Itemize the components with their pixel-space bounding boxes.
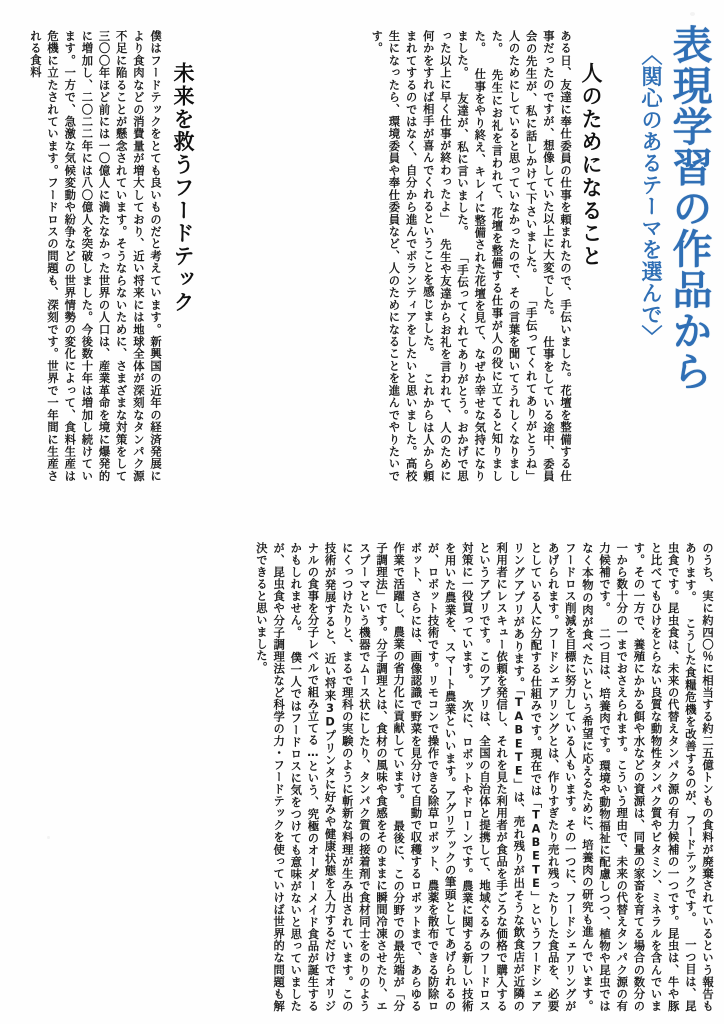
page-title: 表現学習の作品から <box>666 24 712 392</box>
page-subtitle: 〈関心のあるテーマを選んで〉 <box>639 44 663 347</box>
article-heading-people: 人のためになること <box>579 62 603 269</box>
article-heading-foodtech: 未来を救うフードテック <box>171 62 195 314</box>
article-body-people: ある日、友達に奉仕委員の仕事を頼まれたので、手伝いました。花壇を整備する仕事だったのですが、想像していた以上に大変でした。 仕事をしている途中、委員会の先生が、私に話しかけて下さいました。 「手伝ってくれてありがとうね」 人のためにしていると思っていなかったので、その言葉を聞いてうれしくなりました。 先生にお礼を言われて、花壇を整備する仕事が人の役に立てると知りました。 仕事をやり終え、キレイに整備された花壇を見て、なぜか幸せな気持になりました。 友達が、私に言いました。 「手伝ってくれてありがとう。おかげで思った以上に早く仕事が終わったよ」 先生や友達からお礼を言われて、人のために何かをすれば相手が喜んでくれるということを感じました。 これからは人から頼まれてするのではなく、自分から進んでボランティアをしたいと思いました。高校生になったら、環境委員や奉仕委員など、人のためになることを進んでやりたいです。 <box>370 30 572 482</box>
scan-artifact <box>690 12 695 16</box>
article-body-foodtech-top: 僕はフードテックをとても良いものだと考えています。新興国の近年の経済発展により食肉などの消費量が増大しており、近い将来には地球全体が深刻なタンパク源不足に陥ることが懸念されています。そうならないために、さまざまな対策をして三〇〇年ほど前には一〇億人に満たなかった世界の人口は、産業革命を境に爆発的に増加し、二〇二二年には八〇億人を突破しました。今後数十年は増加し続けています。一方で、急激な気候変動や紛争などの世界情勢の変化によって、食料生産は危機に立たされています。フードロスの問題も、深刻です。世界で一年間に生産される食料 <box>28 30 162 482</box>
article-body-foodtech-bottom: のうち、実に約四〇％に相当する約二五億トンもの食料が廃棄されているという報告もあります。 こうした食糧危機を改善するのが、フードテックです。 一つ目は、昆虫食です。昆虫食は、未来の代替えタンパク源の有力候補の一つです。昆虫は、牛や豚と比べてもひけをとらない良質な動物性タンパク質やビタミン、ミネラルを含んでいます。その一方で、養殖にかかる餌や水などの資源は、同量の家畜を育てる場合の数分の一から数十分の一までおさえられます。こういう理由で、未来の代替えタンパク源の有力候補です。 二つ目は、培養肉です。環境や動物福祉に配慮しつつ、植物や昆虫ではなく本物の肉が食べたいという希望に応えるために、培養肉の研究も進んでいます。 フードロス削減を目標に努力している人もいます。その一つに、フードシェアリングがあげられます。フードシェアリングとは、作りすぎたり売れ残ったりした食品を、必要としている人に分配する仕組みです。現在では「TABETE」というフードシェアリングアプリがあります。「TABETE」は、売れ残りが出そうな飲食店が近隣の利用者にレスキュー依頼を発信し、それを見た利用者が食品を手ごろな価格で購入するというアプリです。このアプリは、全国の自治体と提携して、地域ぐるみのフードロス対策に一役買っています。 次に、ロボットやドローンです。農業に関する新しい技術を用いた農業を、スマート農業といいます。アグリテックの筆頭としてあげられるのが、ロボット技術です。リモコンで操作できる除草ロボット、農薬を散布できる防除ロボット、さらには、画像認識で野菜を見分けて自動で収穫するロボットまで、あらゆる作業で活躍し、農業の省力化に貢献しています。 最後に、この分野での最先端が「分子調理法」です。分子調理とは、食材の風味や食感をそのままに瞬間冷凍させたり、エスプーマという機器でムース状にしたり、タンパク質の接着剤で食材同士をのりのようにくっつけたりと、まるで理科の実験のように斬新な料理が生み出されています。この技術が発展すると、近い将来3Dプリンタに好みや健康状態を入力するだけでオリジナルの食事を分子レベルで組み立てる…という、究極のオーダーメイド食品が誕生するかもしれません。 僕一人ではフードロスに気をつけても意味がないと思っていましたが、昆虫食や分子調理法など科学の力・フードテックを使っていけば世界的な問題も解決できると思いました。 <box>254 542 714 1012</box>
